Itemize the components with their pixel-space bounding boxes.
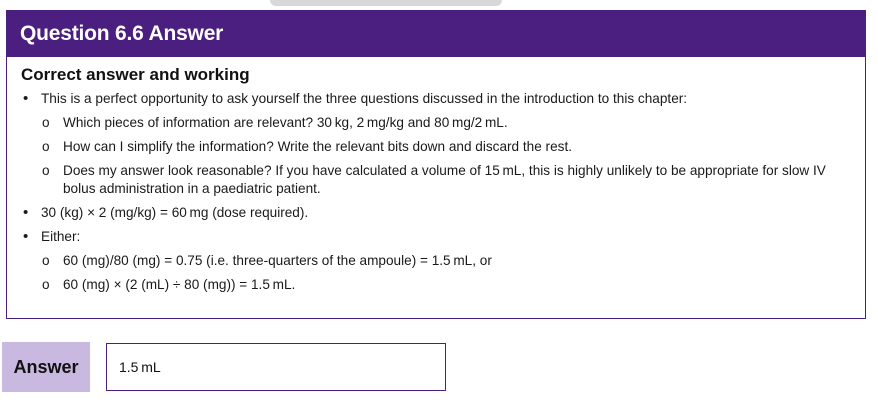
bullet-text: Either:	[41, 229, 81, 244]
answer-field[interactable]	[106, 343, 446, 391]
panel-body	[7, 57, 865, 294]
list-item	[21, 228, 851, 294]
section-heading: Correct answer and working	[21, 65, 250, 84]
answer-label: Answer	[13, 356, 79, 377]
answer-label-box	[2, 342, 90, 392]
panel-title: Question 6.6 Answer	[20, 22, 224, 45]
sub-list-item: o Does my answer look reasonable? If you have calculated a volume of 15 mL, this is highly unlikely to be appropriate for slow IV bolus administration in a paediatric patient.	[41, 162, 851, 198]
bullet-text: 30 (kg) × 2 (mg/kg) = 60 mg (dose required).	[41, 205, 309, 220]
answer-value: 1.5 mL	[119, 359, 161, 375]
answer-panel	[6, 10, 866, 319]
sub-list-item: o 60 (mg) × (2 (mL) ÷ 80 (mg)) = 1.5 mL.	[41, 276, 851, 294]
sub-list-item: o 60 (mg)/80 (mg) = 0.75 (i.e. three-quarters of the ampoule) = 1.5 mL, or	[41, 252, 851, 270]
sub-list-item: o How can I simplify the information? Write the relevant bits down and discard the rest.	[41, 138, 851, 156]
panel-header	[7, 11, 865, 57]
sub-list	[41, 252, 851, 294]
bullet-text: This is a perfect opportunity to ask yourself the three questions discussed in the introduction to this chapter:	[41, 91, 688, 106]
top-tab-edge	[270, 0, 502, 6]
working-list	[21, 90, 851, 294]
sub-list-item: o Which pieces of information are relevant? 30 kg, 2 mg/kg and 80 mg/2 mL.	[41, 114, 851, 132]
sub-list	[41, 114, 851, 198]
list-item	[21, 90, 851, 198]
list-item	[21, 204, 851, 222]
